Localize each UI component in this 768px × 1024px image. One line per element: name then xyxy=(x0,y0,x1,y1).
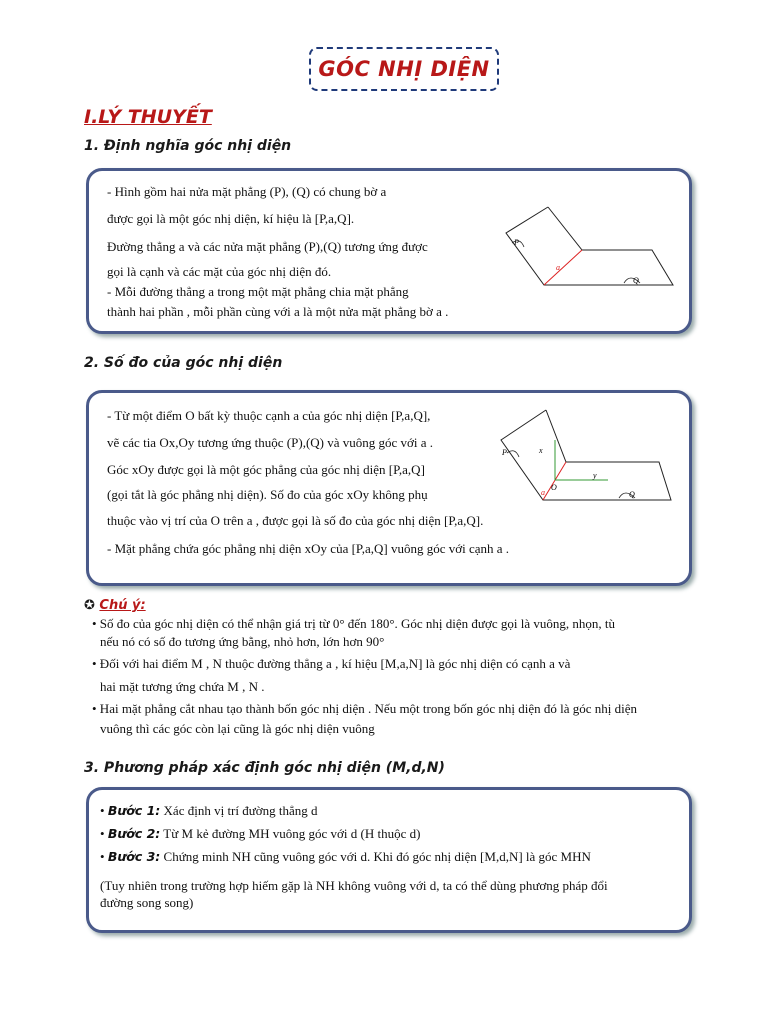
subheading-method: 3. Phương pháp xác định góc nhị diện (M,d,N) xyxy=(84,760,445,776)
dihedral-figure-2 xyxy=(493,405,678,510)
step-text: Từ M kẻ đường MH vuông góc với d (H thuộc d) xyxy=(160,826,421,841)
label-y: y xyxy=(593,471,597,480)
note-line: nếu nó có số đo tương ứng bằng, nhỏ hơn, lớn hơn 90° xyxy=(100,634,385,649)
label-x: x xyxy=(539,446,543,455)
step-2: • Bước 2: Từ M kẻ đường MH vuông góc với d (H thuộc d) xyxy=(100,826,421,841)
box2-line: - Mặt phẳng chứa góc phẳng nhị diện xOy của [P,a,Q] vuông góc với cạnh a . xyxy=(107,541,510,556)
box1-line: gọi là cạnh và các mặt của góc nhị diện đó. xyxy=(107,264,332,279)
step-label: Bước 2: xyxy=(107,826,161,841)
note-title: Chú ý: xyxy=(99,598,146,613)
note-line: • Đối với hai điểm M , N thuộc đường thẳng a , kí hiệu [M,a,N] là góc nhị diện có cạnh a và xyxy=(92,656,571,671)
note-heading: ✪ Chú ý: xyxy=(84,598,146,613)
note-line: • Hai mặt phẳng cắt nhau tạo thành bốn góc nhị diện . Nếu một trong bốn góc nhị diện đó là góc nhị diện xyxy=(92,701,638,716)
label-P: P xyxy=(514,238,519,247)
label-P: P xyxy=(502,448,507,457)
note-line: hai mặt tương ứng chứa M , N . xyxy=(100,679,265,694)
step-text: Xác định vị trí đường thẳng d xyxy=(160,803,318,818)
step-text: Chứng minh NH cũng vuông góc với d. Khi đó góc nhị diện [M,d,N] là góc MHN xyxy=(160,849,591,864)
dihedral-figure-1 xyxy=(500,195,680,295)
label-Q: Q xyxy=(633,276,639,285)
box2-line: - Từ một điểm O bất kỳ thuộc cạnh a của góc nhị diện [P,a,Q], xyxy=(107,408,431,423)
note-line: • Số đo của góc nhị diện có thể nhận giá trị từ 0° đến 180°. Góc nhị diện được gọi là vuông, nhọn, tù xyxy=(92,616,615,631)
step-1: • Bước 1: Xác định vị trí đường thẳng d xyxy=(100,803,318,818)
step-label: Bước 3: xyxy=(107,849,161,864)
box1-line: được gọi là một góc nhị diện, kí hiệu là [P,a,Q]. xyxy=(107,211,355,226)
label-a: a xyxy=(556,263,560,272)
box2-line: (gọi tắt là góc phẳng nhị diện). Số đo của góc xOy không phụ xyxy=(107,487,428,502)
box1-line: Đường thẳng a và các nửa mặt phẳng (P),(Q) tương ứng được xyxy=(107,239,428,254)
box3-note-line: (Tuy nhiên trong trường hợp hiếm gặp là NH không vuông với d, ta có thể dùng phương pháp đổi xyxy=(100,878,608,893)
box1-line: thành hai phần , mỗi phần cùng với a là một nửa mặt phẳng bờ a . xyxy=(107,304,449,319)
label-a: a xyxy=(541,488,545,497)
box2-line: Góc xOy được gọi là một góc phẳng của góc nhị diện [P,a,Q] xyxy=(107,462,425,477)
label-Q: Q xyxy=(629,490,635,499)
box1-line: - Hình gồm hai nửa mặt phẳng (P), (Q) có chung bờ a xyxy=(107,184,387,199)
page-title: GÓC NHỊ DIỆN xyxy=(309,47,499,91)
box2-line: thuộc vào vị trí của O trên a , được gọi là số đo của góc nhị diện [P,a,Q]. xyxy=(107,513,484,528)
note-line: vuông thì các góc còn lại cũng là góc nhị diện vuông xyxy=(100,721,375,736)
box1-line: - Mỗi đường thẳng a trong một mặt phẳng chia mặt phẳng xyxy=(107,284,409,299)
section-heading: I.LÝ THUYẾT xyxy=(84,106,212,128)
box3-note-line: đường song song) xyxy=(100,895,194,910)
label-O: O xyxy=(551,483,557,492)
box2-line: vẽ các tia Ox,Oy tương ứng thuộc (P),(Q) và vuông góc với a . xyxy=(107,435,434,450)
step-3: • Bước 3: Chứng minh NH cũng vuông góc với d. Khi đó góc nhị diện [M,d,N] là góc MHN xyxy=(100,849,591,864)
subheading-measure: 2. Số đo của góc nhị diện xyxy=(84,355,283,371)
subheading-definition: 1. Định nghĩa góc nhị diện xyxy=(84,138,292,154)
step-label: Bước 1: xyxy=(107,803,161,818)
